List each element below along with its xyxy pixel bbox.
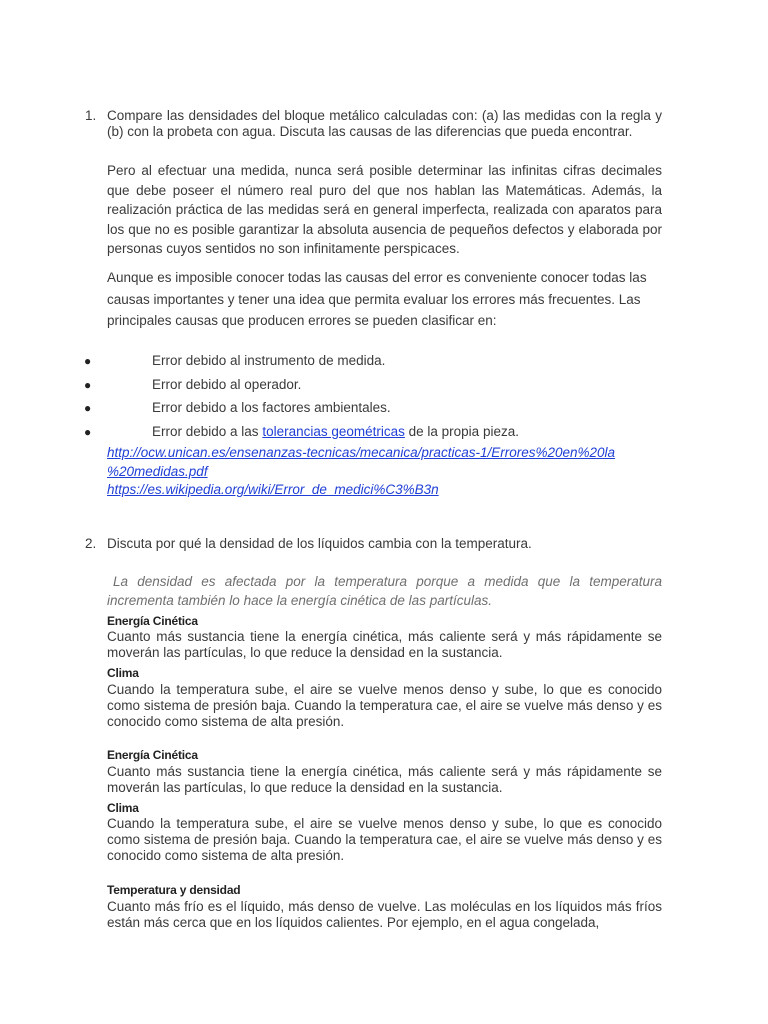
link-line: %20medidas.pdf: [107, 463, 208, 479]
section-heading: Energía Cinética: [107, 614, 198, 628]
bullet-dot-icon: ●: [84, 378, 92, 392]
link-line: http://ocw.unican.es/ensenanzas-tecnicas/mecanica/practicas-1/Errores%20en%20la: [107, 445, 616, 460]
section-heading: Clima: [107, 666, 139, 680]
bullet-dot-icon: ●: [84, 354, 92, 368]
section-body: Cuanto más frío es el líquido, más denso de vuelve. Las moléculas en los líquidos más fríos están más cerca que en los líquidos calientes. Por ejemplo, en el agua congelada,: [107, 899, 662, 931]
list-item-text: Error debido a las: [152, 424, 263, 439]
section-body: Cuanto más sustancia tiene la energía cinética, más caliente será y más rápidamente se moverán las partículas, lo que reduce la densidad en la sustancia.: [107, 629, 662, 661]
list-item: Error debido a los factores ambientales.: [152, 400, 391, 415]
question-number: 2.: [85, 536, 97, 551]
section-body: Cuanto más sustancia tiene la energía cinética, más caliente será y más rápidamente se moverán las partículas, lo que reduce la densidad en la sustancia.: [107, 764, 662, 796]
tolerancias-link[interactable]: tolerancias geométricas: [262, 424, 405, 439]
list-item: Error debido al instrumento de medida.: [152, 353, 386, 368]
question-text: Discuta por qué la densidad de los líquidos cambia con la temperatura.: [107, 536, 532, 551]
list-item: Error debido al operador.: [152, 377, 302, 392]
paragraph: Aunque es imposible conocer todas las causas del error es conveniente conocer todas las causas importantes y tener una idea que permita evaluar los errores más frecuentes. Las principales causas que producen errores se pueden clasificar en:: [107, 270, 647, 328]
wikipedia-link[interactable]: https://es.wikipedia.org/wiki/Error_de_medici%C3%B3n: [107, 482, 439, 497]
question-text: Compare las densidades del bloque metálico calculadas con: (a) las medidas con la regla y (b) con la probeta con agua. Discuta las causas de las diferencias que pueda encontrar.: [107, 108, 662, 139]
ocw-unican-link[interactable]: [107, 445, 615, 479]
section-body: Cuando la temperatura sube, el aire se vuelve menos denso y sube, lo que es conocido como sistema de presión baja. Cuando la temperatura cae, el aire se vuelve más denso y es conocido como sistema de alta presión.: [107, 816, 662, 864]
lead-paragraph: La densidad es afectada por la temperatura porque a medida que la temperatura incrementa también lo hace la energía cinética de las partículas.: [107, 574, 662, 608]
section-heading: Temperatura y densidad: [107, 883, 241, 897]
list-item: [152, 424, 519, 439]
paragraph: Pero al efectuar una medida, nunca será posible determinar las infinitas cifras decimales que debe poseer el número real puro del que nos hablan las Matemáticas. Además, la realización práctica de las medidas será en general imperfecta, realizada con aparatos para los que no es posible garantizar la absoluta ausencia de pequeños defectos y elaborada por personas cuyos sentidos no son infinitamente perspicaces.: [107, 163, 662, 256]
bullet-dot-icon: ●: [84, 425, 92, 439]
reference-links: [107, 444, 667, 500]
bullet-dot-icon: ●: [84, 401, 92, 415]
section-body: Cuando la temperatura sube, el aire se vuelve menos denso y sube, lo que es conocido como sistema de presión baja. Cuando la temperatura cae, el aire se vuelve más denso y es conocido como sistema de alta presión.: [107, 682, 662, 730]
question-number: 1.: [85, 108, 97, 123]
section-heading: Clima: [107, 801, 139, 815]
section-heading: Energía Cinética: [107, 748, 198, 762]
list-item-text: de la propia pieza.: [404, 424, 519, 439]
